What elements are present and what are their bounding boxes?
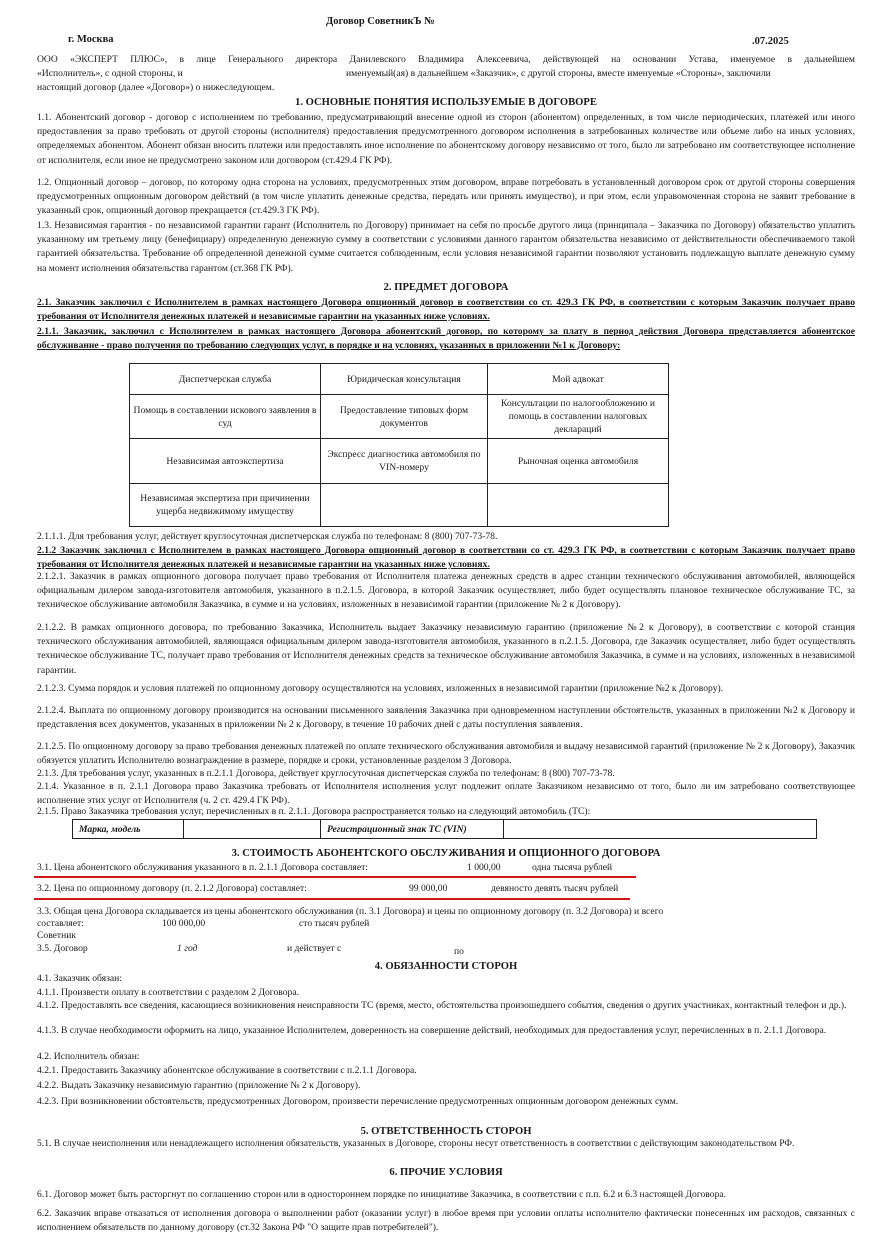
intro-line-2a: «Исполнитель», с одной стороны, и xyxy=(37,68,183,79)
contract-title: Договор СоветникЪ № xyxy=(326,16,435,27)
para-2-1-3: 2.1.3. Для требования услуг, указанных в п.2.1.1 Договора, действует круглосуточная диспетчерская служба по телефонам: 8 (800) 707-73-78. xyxy=(37,768,615,779)
para-3-2: 3.2. Цена по опционному договору (п. 2.1.2 Договора) составляет: xyxy=(37,883,307,894)
table-cell: Помощь в составлении искового заявления в суд xyxy=(130,395,321,439)
table-row xyxy=(73,820,817,839)
para-6-2: 6.2. Заказчик вправе отказаться от исполнения договора о выполнении работ (оказании услуг) в любое время при условии оплаты исполнителю фактически понесенных им расходов, связанных с исполнением обязательств по данному договору (ст.32 Закона РФ "О защите прав потребителей"). xyxy=(37,1208,855,1234)
car-make-label: Марка, модель xyxy=(73,820,184,839)
list-item: 4.1. Заказчик обязан: xyxy=(37,973,122,984)
city: г. Москва xyxy=(68,34,114,45)
price-total: 100 000,00 xyxy=(162,918,206,929)
para-2-1-2-4: 2.1.2.4. Выплата по опционному договору производится на основании письменного заявления Заказчика при одновременном наступлении обстоятельств, указанных в приложении №2 к Договору и представления всех документов, указанных в приложении № 2 к Договору, в течение 10 рабочих дней с даты поступления заявления. xyxy=(37,705,855,731)
table-cell: Предоставление типовых форм документов xyxy=(321,395,488,439)
para-2-1-2-2: 2.1.2.2. В рамках опционного договора, по требованию Заказчика, Исполнитель выдает Заказчику независимую гарантию (приложение №2 к Договору), в соответствии с которой станция технического обслуживания автомобилей, являющаяся официальным дилером завода-изготовителя автомобиля, указанного в п.2.1.5. Договора, где Заказчик осуществляет, либо будет осуществлять техническое обслуживание ТС, получает право требования от Исполнителя денежных средств за техническое обслуживание автомобиля Заказчика, в сумме и на условиях, изложенных в независимой гарантии. xyxy=(37,622,855,676)
section-1-title: 1. ОСНОВНЫЕ ПОНЯТИЯ ИСПОЛЬЗУЕМЫЕ В ДОГОВОРЕ xyxy=(295,97,597,108)
price-subscription: 1 000,00 xyxy=(467,862,501,873)
section-3-title: 3. СТОИМОСТЬ АБОНЕНТСКОГО ОБСЛУЖИВАНИЯ И ОПЦИОННОГО ДОГОВОРА xyxy=(231,848,661,859)
total-label: составляет: xyxy=(37,918,84,929)
para-2-1-2-3: 2.1.2.3. Сумма порядок и условия платежей по опционному договору осуществляются на условиях, изложенных в независимой гарантии (приложение №2 к Договору). xyxy=(37,683,724,694)
para-3-5: 3.5. Договор xyxy=(37,943,88,954)
list-item: 4.1.3. В случае необходимости оформить на лицо, указанное Исполнителем, доверенность на совершение действий, необходимых для предоставления услуг, перечисленных в п. 2.1.1 Договора. xyxy=(37,1025,827,1036)
para-5-1: 5.1. В случае неисполнения или ненадлежащего исполнения обязательств, указанных в Договоре, стороны несут ответственность в соответствии с действующим законодательством РФ. xyxy=(37,1138,795,1149)
section-5-title: 5. ОТВЕТСТВЕННОСТЬ СТОРОН xyxy=(360,1126,532,1137)
para-3-1: 3.1. Цена абонентского обслуживания указанного в п. 2.1.1 Договора составляет: xyxy=(37,862,368,873)
intro-line-2b: именуемый(ая) в дальнейшем «Заказчик», с другой стороны, вместе именуемые «Стороны», заключили xyxy=(346,68,771,79)
sovetnik-label: Советник xyxy=(37,930,77,941)
table-cell: Мой адвокат xyxy=(488,364,669,395)
list-item: 4.2.3. При возникновении обстоятельств, предусмотренных Договором, произвести перечисление предусмотренных опционным договором денежных сумм. xyxy=(37,1096,679,1107)
table-row xyxy=(130,484,669,527)
table-cell: Диспетчерская служба xyxy=(130,364,321,395)
para-1-3: 1.3. Независимая гарантия - по независимой гарантии гарант (Исполнитель по Договору) принимает на себя по просьбе другого лица (принципала – Заказчика по Договору) обязательство уплатить указанному им третьему лицу (бенефициару) определенную денежную сумму в соответствии с условиями данного гарантом обязательства независимо от действительности обеспечиваемого такой гарантией обязательства. Требование об определенной денежной сумме считается соблюденным, если условия независимой гарантии позволяют установить подлежащую выплате денежную сумму на момент исполнения обязательства гарантом (ст.368 ГК РФ). xyxy=(37,220,855,274)
para-6-1: 6.1. Договор может быть расторгнут по соглашению сторон или в одностороннем порядке по инициативе Заказчика, в соответствии с п.п. 6.2 и 6.3 настоящей Договора. xyxy=(37,1189,727,1200)
table-cell xyxy=(488,484,669,527)
car-reg-value xyxy=(504,820,817,839)
table-cell: Консультации по налогообложению и помощь в составлении налоговых деклараций xyxy=(488,395,669,439)
table-cell xyxy=(321,484,488,527)
list-item: 4.1.1. Произвести оплату в соответствии с разделом 2 Договора. xyxy=(37,987,299,998)
section-4-title: 4. ОБЯЗАННОСТИ СТОРОН xyxy=(374,961,518,972)
para-1-2: 1.2. Опционный договор – договор, по которому одна сторона на условиях, предусмотренных этим договором, вправе потребовать в установленный договором срок от другой стороны совершения предусмотренных опционным договором действий (в том числе уплатить денежные средства, передать или принять имущество), и при этом, если управомоченная сторона не заявит требование в указанный срок, опционный договор прекращается (ст.429.3 ГК РФ). xyxy=(37,177,855,217)
contract-date: .07.2025 xyxy=(752,36,789,47)
highlight-line xyxy=(34,898,630,900)
highlight-line xyxy=(34,876,636,878)
table-row xyxy=(130,439,669,484)
table-row xyxy=(130,364,669,395)
price-option-words: девяносто девять тысяч рублей xyxy=(491,883,619,894)
car-make-value xyxy=(184,820,321,839)
table-cell: Независимая экспертиза при причинении ущерба недвижимому имуществу xyxy=(130,484,321,527)
valid-from-label: и действует с xyxy=(287,943,342,954)
section-2-title: 2. ПРЕДМЕТ ДОГОВОРА xyxy=(383,282,509,293)
car-reg-label: Регистрационный знак ТС (VIN) xyxy=(321,820,504,839)
services-table xyxy=(129,363,669,527)
para-2-1-1-1: 2.1.1.1. Для требования услуг, действует круглосуточная диспетчерская служба по телефонам: 8 (800) 707-73-78. xyxy=(37,531,498,542)
table-row xyxy=(130,395,669,439)
para-2-1-2: 2.1.2 Заказчик заключил с Исполнителем в рамках настоящего Договора опционный договор в соответствии со ст. 429.3 ГК РФ, в соответствии с которым Заказчик получает право требования от Исполнителя денежных платежей и независимые гарантии на указанных ниже условиях. xyxy=(37,545,855,571)
table-cell: Юридическая консультация xyxy=(321,364,488,395)
para-2-1-2-5: 2.1.2.5. По опционному договору за право требования денежных платежей по оплате технического обслуживания автомобиля и выдачу независимой гарантий (приложение № 2 к Договору), Заказчик обязуется уплатить Исполнителю вознаграждение в размере, порядке и сроки, установленные разделом 3 Договора. xyxy=(37,741,855,767)
para-1-1: 1.1. Абонентский договор - договор с исполнением по требованию, предусматривающий внесение одной из сторон (абонентом) определенных, в том числе периодических, платежей или иного предоставления за право требовать от другой стороны (исполнителя) предоставления предусмотренного договором исполнения в затребованных количестве или объеме либо на иных условиях, определяемых абонентом. Абонент обязан вносить платежи или предоставлять иное исполнение по абонентскому договору независимо от того, было ли затребовано им соответствующее исполнение от исполнителя, если иное не предусмотрено законом или договором (ст.429.4 ГК РФ). xyxy=(37,112,855,166)
section-6-title: 6. ПРОЧИЕ УСЛОВИЯ xyxy=(389,1167,503,1178)
vehicle-table xyxy=(72,819,817,839)
list-item: 4.2. Исполнитель обязан: xyxy=(37,1051,140,1062)
intro-line-3: настоящий договор (далее «Договор») о нижеследующем. xyxy=(37,82,275,93)
table-cell: Экспресс диагностика автомобиля по VIN-номеру xyxy=(321,439,488,484)
para-2-1-2-1: 2.1.2.1. Заказчик в рамках опционного договора получает право требования от Исполнителя платежа денежных средств в адрес станции технического обслуживания автомобилей, являющейся официальным дилером завода-изготовителя автомобиля, указанного в п.2.1.5. Договора, в которой Заказчик осуществляет, либо будет осуществлять плановое техническое обслуживание ТС, за техническое обслуживание автомобиля Заказчика, в сумме и на условиях, изложенных в независимой гарантии (приложение № 2 к Договору). xyxy=(37,571,855,611)
para-2-1-1: 2.1.1. Заказчик, заключил с Исполнителем в рамках настоящего Договора абонентский договор, по которому за плату в период действия Договора представляется абонентское обслуживание - право получения по требованию следующих услуг, в порядке и на условиях, указанных в приложении №1 к Договору: xyxy=(37,326,855,352)
list-item: 4.2.1. Предоставить Заказчику абонентское обслуживание в соответствии с п.2.1.1 Договора. xyxy=(37,1065,417,1076)
para-2-1-5: 2.1.5. Право Заказчика требования услуг, перечисленных в п. 2.1.1. Договора распространяется только на следующий автомобиль (ТС): xyxy=(37,806,591,817)
list-item: 4.2.2. Выдать Заказчику независимую гарантию (приложение № 2 к Договору). xyxy=(37,1080,361,1091)
para-2-1-4: 2.1.4. Указанное в п. 2.1.1 Договора право Заказчика требовать от Исполнителя исполнения услуг подлежит оплате Заказчиком независимо от того, было ли им затребовано соответствующее исполнение этих услуг от Исполнителя (ч. 2 ст. 429.4 ГК РФ). xyxy=(37,781,855,807)
price-option: 99 000,00 xyxy=(409,883,448,894)
table-cell: Независимая автоэкспертиза xyxy=(130,439,321,484)
price-total-words: сто тысяч рублей xyxy=(299,918,370,929)
intro-line-1: ООО «ЭКСПЕРТ ПЛЮС», в лице Генерального директора Данилевского Владимира Алексеевича, действующей на основании Устава, именуемое в дальнейшем xyxy=(37,54,855,65)
list-item: 4.1.2. Предоставлять все сведения, касающиеся возникновения неисправности ТС (время, место, обстоятельства произошедшего события, сведения о других участниках, контактный телефон и др.). xyxy=(37,1000,847,1011)
contract-term: 1 год xyxy=(177,943,198,954)
para-3-3: 3.3. Общая цена Договора складывается из цены абонентского обслуживания (п. 3.1 Договора) и цены по опционному договору (п. 3.2 Договора) и всего xyxy=(37,906,664,917)
para-2-1: 2.1. Заказчик заключил с Исполнителем в рамках настоящего Договора опционный договор в соответствии со ст. 429.3 ГК РФ, в соответствии с которым Заказчик получает право требования от Исполнителя денежных платежей и независимые гарантии на указанных ниже условиях. xyxy=(37,297,855,323)
price-subscription-words: одна тысяча рублей xyxy=(532,862,613,873)
table-cell: Рыночная оценка автомобиля xyxy=(488,439,669,484)
valid-to-label: по xyxy=(454,946,464,957)
